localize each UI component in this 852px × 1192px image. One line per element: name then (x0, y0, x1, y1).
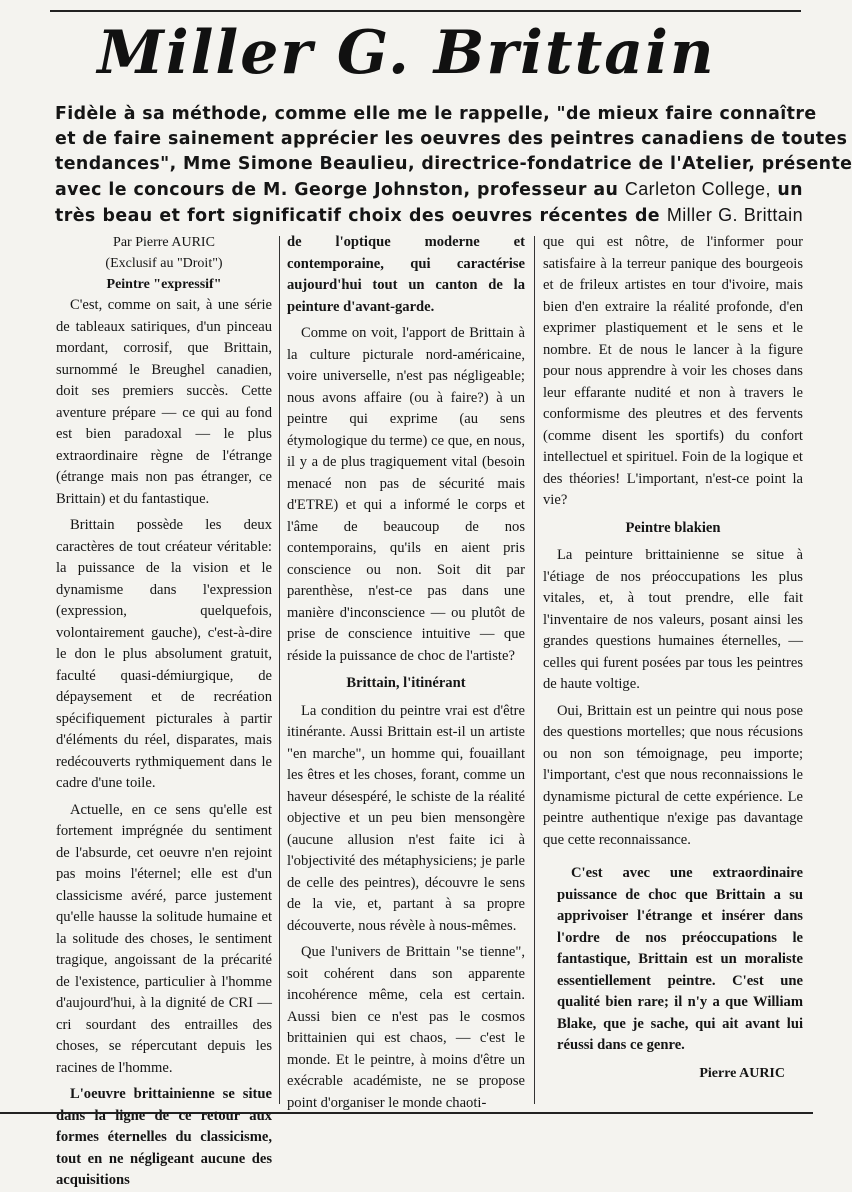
lead-text: très beau et fort significatif choix des oeuvres récentes de (55, 206, 660, 226)
paragraph: Oui, Brittain est un peintre qui nous pose des questions mortelles; que nous récusions ou non son témoignage, peu importe; l'important, c'est que nous reconnaissions le dynamisme pictural de cette expérience. Le peintre authentique n'exige pas davantage que cette reconnaissance. (543, 702, 803, 848)
lead-college-name: Carleton College, (624, 179, 771, 199)
conclusion-paragraph: C'est avec une extraordinaire puissance de choc que Brittain a su apprivoiser l'étrange et insérer dans l'ordre de nos préoccupations le fantastique, Brittain est un moraliste essentiellement peintre. C'est une qualité bien rare; il n'y a que William Blake, que je sache, qui ait avant lui réussi dans ce genre. (557, 865, 803, 1053)
article-title: Miller G. Brittain (97, 18, 716, 88)
lead-line (55, 203, 803, 229)
byline-author: Par Pierre AURIC (113, 235, 215, 250)
lead-text: un (777, 180, 803, 200)
bottom-rule (0, 1112, 813, 1114)
column-2 (287, 232, 525, 1111)
lead-line: tendances", Mme Simone Beaulieu, directrice-fondatrice de l'Atelier, présente (55, 154, 852, 174)
lead-artist-name: Miller G. Brittain (666, 205, 803, 225)
lead-line: Fidèle à sa méthode, comme elle me le rappelle, "de mieux faire connaître (55, 104, 817, 124)
paragraph: La condition du peintre vrai est d'être itinérante. Aussi Brittain est-il un artiste "en marche", un homme qui, fouaillant les êtres et les choses, forant, comme un haveur désespéré, le schiste de la réalité objective et un peu bien mensongère (aucune allusion n'est faite ici à l'objectivité des métaphysiciens; je parle de celle des peintres), découvre le sens de la vie, et, partant à sa propre découverte, nous révèle à nous-mêmes. (287, 702, 525, 934)
paragraph: L'oeuvre brittainienne se situe dans la ligne de ce retour aux formes éternelles du classicisme, tout en ne négligeant aucune des acquisitions (56, 1086, 272, 1188)
column-1 (56, 232, 272, 1188)
paragraph: La peinture brittainienne se situe à l'étiage de nos préoccupations les plus vitales, et, à tout prendre, elle fait l'inventaire de nos valeurs, posant ainsi les grandes questions humaines éternelles, — celles qui furent posées par tous les peintres de haute voltige. (543, 547, 803, 692)
lead-text: avec le concours de M. George Johnston, professeur au (55, 180, 619, 200)
paragraph: Que l'univers de Brittain "se tienne", soit cohérent dans son apparente incohérence même, cela est certain. Aussi bien ce n'est pas le cosmos brittainien qui est chaos, — c'est le monde. Et le peintre, à moins d'être un exécrable académiste, ne se propose point d'organiser le monde chaoti- (287, 944, 525, 1111)
paragraph: de l'optique moderne et contemporaine, qui caractérise aujourd'hui tout un canton de la peinture d'avant-garde. (287, 234, 525, 315)
subheading: Peintre blakien (625, 519, 721, 536)
paragraph: que qui est nôtre, de l'informer pour satisfaire à la terreur panique des bourgeois et de frileux artistes en tour d'ivoire, mais bien d'en extraire la réalité profonde, d'en exprimer plastiquement et le sens et le nombre. Et de nous le lancer à la figure pour nous apprendre à voir les choses dans leur effarante nudité et non à travers le conformisme des pleutres et des fervents (comme disent les sportifs) du confort intellectuel et spirituel. Foin de la logique et des théories! L'important, n'est-ce point la vie? (543, 234, 803, 508)
lead-line: et de faire sainement apprécier les oeuvres des peintres canadiens de toutes (55, 129, 848, 149)
paragraph: Actuelle, en ce sens qu'elle est fortement imprégnée du sentiment de l'absurde, cet oeuvre n'en rejoint pas moins l'éternel; elle est d'un classicisme avéré, parce justement qu'elle hausse la solitude humaine et la solitude des choses, le sentiment tragique, angoissant de la précarité de l'existence, particulier à l'homme d'aujourd'hui, à la dignité de CRI — cri sourdant des entrailles des choses, se répercutant depuis les racines de l'homme. (56, 801, 272, 1076)
subheading: Brittain, l'itinérant (346, 675, 466, 691)
paragraph: Comme on voit, l'apport de Brittain à la culture picturale nord-américaine, voire universelle, n'est pas négligeable; nous avons affaire (ou à faire?) à un peintre qui exprime (au sens étymologique du terme) ce que, en nous, il y a de plus tragiquement vital (besoin menacé non pas de sécurité mais d'ETRE) et qui a informé le corps et l'âme de beaucoup de nos contemporains, qu'ils en aient pris conscience ou non. Soit dit par parenthèse, n'est-ce pas dans une manière d'inconscience — ou plutôt de prise de conscience intuitive — que réside la puissance de choc de l'artiste? (287, 325, 525, 664)
signature: Pierre AURIC (699, 1065, 785, 1081)
column-divider (534, 236, 535, 1104)
section-heading: Peintre "expressif" (106, 277, 222, 292)
byline-exclusive: (Exclusif au "Droit") (105, 256, 223, 271)
paragraph: Brittain possède les deux caractères de tout créateur véritable: la puissance de la vision et le dynamisme dans l'expression (expression, quelquefois, volontairement gauche), c'est-à-dire le don le plus absolument gratuit, faculté quasi-démiurgique, de dépaysement et de recréation spécifiquement picturales à partir d'éléments du réel, disparates, mais redécouverts rythmiquement dans le cadre d'une toile. (56, 517, 272, 791)
column-divider (279, 236, 280, 1104)
paragraph: C'est, comme on sait, à une série de tableaux satiriques, d'un pinceau mordant, corrosif, que Brittain, surnommé le Breughel canadien, doit ses premiers succès. Cette aventure prépare — ce qui au fond est bien paradoxal — le plus extraordinaire règne de l'étrange (étrange mais non pas étranger, ce Brittain) et du fantastique. (56, 297, 272, 507)
lead-line (55, 177, 803, 203)
lead-paragraph (55, 102, 852, 230)
column-3 (543, 232, 803, 1102)
